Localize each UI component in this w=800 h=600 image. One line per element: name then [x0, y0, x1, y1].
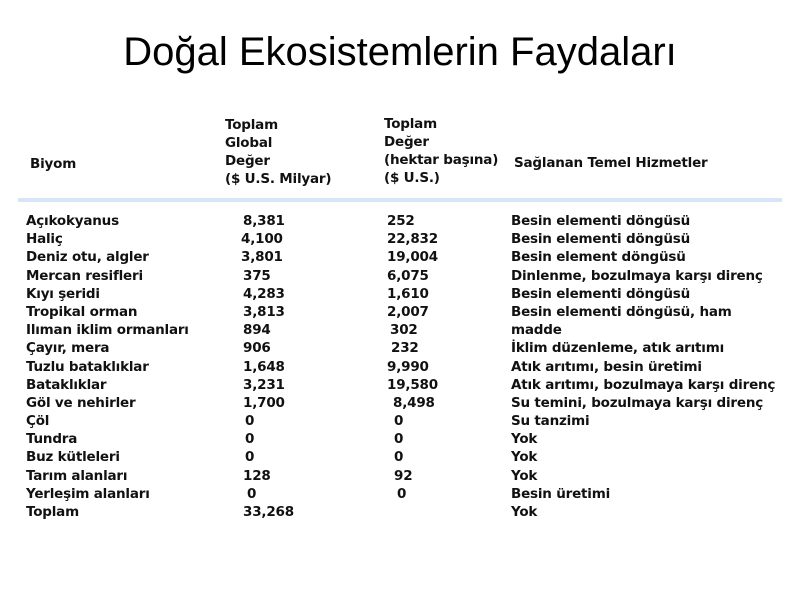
hectare-value-cell: 6,075 — [387, 267, 429, 284]
biome-cell: Yerleşim alanları — [26, 485, 150, 502]
biome-cell: Ilıman iklim ormanları — [26, 322, 189, 339]
service-cell: Besin elementi döngüsü — [511, 285, 691, 302]
header-biome: Biyom — [30, 156, 77, 172]
global-value-cell: 33,268 — [243, 504, 294, 520]
global-value-cell: 1,700 — [243, 394, 285, 411]
header-hectare-value: Toplam Değer (hektar başına) ($ U.S.) — [384, 116, 499, 186]
biome-cell: Deniz otu, algler — [26, 249, 149, 266]
global-value-cell: 4,283 — [243, 285, 285, 302]
global-value-cell: 0 — [245, 449, 255, 466]
hectare-value-cell: 252 — [387, 213, 415, 229]
header-services: Sağlanan Temel Hizmetler — [514, 155, 708, 171]
hectare-value-cell: 8,498 — [393, 394, 435, 411]
global-value-cell: 375 — [243, 267, 271, 284]
biome-cell: Tuzlu bataklıklar — [26, 358, 149, 375]
global-value-cell: 0 — [245, 431, 255, 448]
service-cell: Atık arıtımı, bozulmaya karşı direnç — [511, 376, 776, 393]
service-cell: Yok — [511, 431, 538, 448]
biome-cell: Buz kütleleri — [26, 449, 120, 466]
service-cell: Atık arıtımı, besin üretimi — [511, 358, 702, 375]
global-value-cell: 3,231 — [243, 376, 285, 393]
service-cell: Besin elementi döngüsü, ham — [511, 303, 732, 320]
hectare-value-cell: 302 — [390, 322, 418, 339]
biome-cell: Kıyı şeridi — [26, 285, 100, 302]
biome-cell: Toplam — [26, 504, 79, 520]
global-value-cell: 1,648 — [243, 358, 285, 375]
global-value-cell: 0 — [247, 485, 257, 502]
global-value-cell: 128 — [243, 467, 271, 484]
hectare-value-cell: 19,580 — [387, 376, 438, 393]
service-cell: Yok — [511, 504, 538, 520]
service-cell: Su temini, bozulmaya karşı direnç — [511, 394, 764, 411]
global-value-cell: 0 — [245, 413, 255, 430]
service-cell: Yok — [511, 467, 538, 484]
hectare-value-cell: 92 — [394, 467, 413, 484]
service-cell: Besin elementi döngüsü — [511, 231, 691, 248]
global-value-cell: 3,801 — [241, 249, 283, 266]
service-cell: Su tanzimi — [511, 413, 590, 430]
services-column — [511, 212, 775, 521]
global-value-cell: 4,100 — [241, 231, 283, 248]
global-value-column — [243, 212, 294, 521]
service-cell: Dinlenme, bozulmaya karşı direnç — [511, 267, 763, 284]
hectare-value-cell: 0 — [394, 449, 404, 466]
biome-cell: Tropikal orman — [26, 303, 138, 320]
biome-cell: Haliç — [26, 231, 63, 248]
global-value-cell: 3,813 — [243, 303, 285, 320]
hectare-value-cell: 0 — [394, 413, 404, 430]
global-value-cell: 894 — [243, 322, 271, 339]
hectare-value-cell: 9,990 — [387, 358, 429, 375]
hectare-value-cell: 0 — [397, 485, 407, 502]
header-divider — [18, 198, 782, 202]
slide-title: Doğal Ekosistemlerin Faydaları — [123, 30, 677, 74]
hectare-value-cell: 22,832 — [387, 231, 438, 248]
biome-cell: Tundra — [26, 431, 78, 448]
hectare-value-cell: 2,007 — [387, 303, 429, 320]
hectare-value-cell: 232 — [391, 340, 419, 357]
biome-cell: Açıkokyanus — [26, 213, 119, 229]
biome-cell: Bataklıklar — [26, 376, 107, 393]
service-cell: madde — [511, 322, 562, 339]
biome-cell: Tarım alanları — [26, 467, 128, 484]
service-cell: Besin element döngüsü — [511, 249, 686, 266]
biome-cell: Çöl — [26, 413, 50, 430]
biome-cell: Mercan resifleri — [26, 267, 143, 284]
hectare-value-cell: 1,610 — [387, 285, 429, 302]
service-cell: Yok — [511, 449, 538, 466]
service-cell: Besin üretimi — [511, 485, 611, 502]
biome-cell: Göl ve nehirler — [26, 394, 136, 411]
service-cell: İklim düzenleme, atık arıtımı — [511, 340, 724, 357]
hectare-value-cell — [387, 503, 438, 521]
header-global-value: Toplam Global Değer ($ U.S. Milyar) — [225, 117, 332, 187]
hectare-value-column — [387, 212, 438, 521]
global-value-cell: 906 — [243, 340, 271, 357]
biome-cell: Çayır, mera — [26, 340, 110, 357]
hectare-value-cell: 0 — [394, 431, 404, 448]
global-value-cell: 8,381 — [243, 213, 285, 229]
hectare-value-cell: 19,004 — [387, 249, 438, 266]
biome-column — [26, 212, 189, 521]
service-cell: Besin elementi döngüsü — [511, 213, 691, 229]
